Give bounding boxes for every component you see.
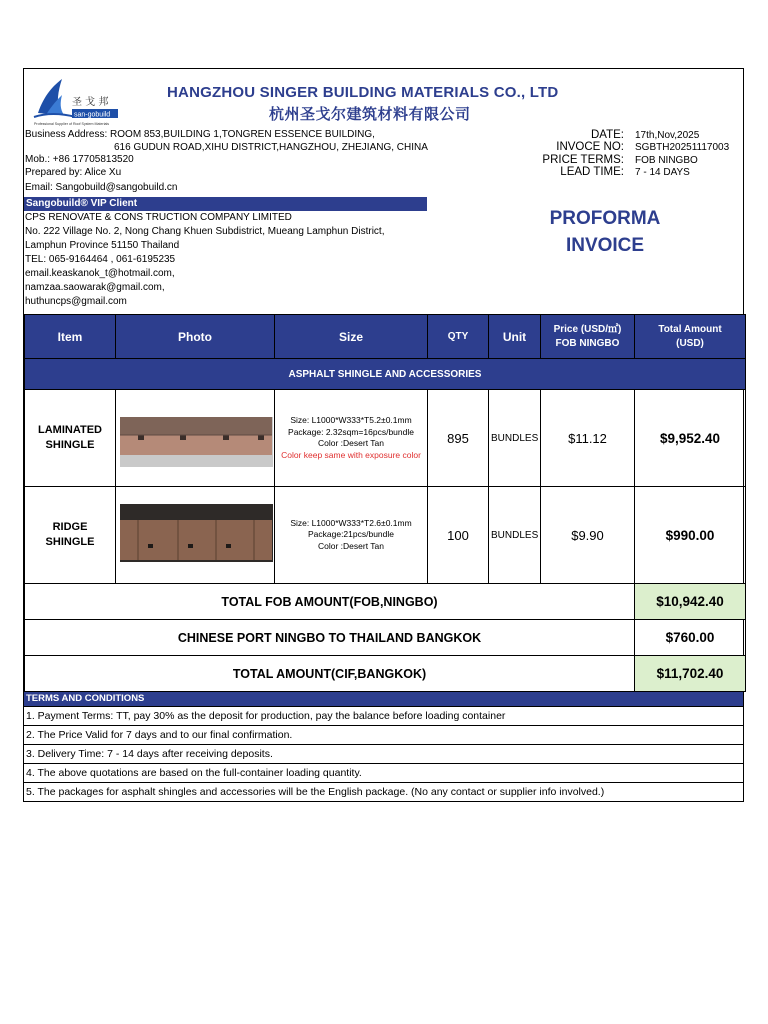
total-fob-row [25, 584, 746, 620]
term-item: 3. Delivery Time: 7 - 14 days after receiving deposits. [24, 744, 743, 763]
company-logo [32, 75, 122, 127]
price-terms-value: FOB NINGBO [635, 155, 698, 166]
total-fob-value: $10,942.40 [635, 584, 746, 620]
header-price-line2: FOB NINGBO [555, 337, 620, 349]
section-row [25, 359, 746, 390]
product-color-note: Color keep same with exposure color [281, 449, 421, 460]
product-size-line3: Color :Desert Tan [318, 438, 384, 448]
client-name: CPS RENOVATE & CONS TRUCTION COMPANY LIMITED [25, 212, 292, 223]
total-cif-row [25, 656, 746, 692]
invoice-header [24, 69, 743, 314]
freight-label: CHINESE PORT NINGBO TO THAILAND BANGKOK [25, 620, 635, 656]
lead-time-label: LEAD TIME: [560, 166, 624, 178]
lead-time-value: 7 - 14 DAYS [635, 167, 690, 178]
vip-client-banner: Sangobuild® VIP Client [24, 197, 427, 211]
section-title: ASPHALT SHINGLE AND ACCESSORIES [25, 359, 746, 390]
product-size-line1: Size: L1000*W333*T5.2±0.1mm [290, 415, 412, 425]
total-cif-label: TOTAL AMOUNT(CIF,BANGKOK) [25, 656, 635, 692]
product-price: $11.12 [541, 390, 635, 487]
svg-text:san-gobuild: san-gobuild [74, 111, 111, 119]
client-email-1: email.keaskanok_t@hotmail.com, [25, 268, 175, 279]
table-row [25, 487, 746, 584]
company-name-en: HANGZHOU SINGER BUILDING MATERIALS CO., LTD [167, 84, 559, 101]
product-name-line1: RIDGE [52, 521, 88, 533]
product-photo [116, 487, 275, 584]
document-title-line1: PROFORMA [549, 208, 661, 229]
product-size-line2: Package: 2.32sqm=16pcs/bundle [288, 426, 414, 437]
header-total-line2: (USD) [676, 337, 704, 349]
total-fob-label: TOTAL FOB AMOUNT(FOB,NINGBO) [25, 584, 635, 620]
product-name-line2: SHINGLE [45, 439, 95, 451]
seller-mobile: Mob.: +86 17705813520 [25, 154, 134, 165]
client-phone: TEL: 065-9164464 , 061-6195235 [25, 254, 176, 265]
freight-row [25, 620, 746, 656]
product-unit: BUNDLES [489, 487, 541, 584]
header-unit: Unit [489, 315, 541, 359]
product-name-line1: LAMINATED [38, 424, 102, 436]
product-name [25, 390, 116, 487]
product-qty: 100 [428, 487, 489, 584]
terms-heading: TERMS AND CONDITIONS [24, 692, 743, 706]
product-amount: $9,952.40 [635, 390, 746, 487]
document-title-line2: INVOICE [565, 235, 645, 256]
seller-address-line2: 616 GUDUN ROAD,XIHU DISTRICT,HANGZHOU, ZHEJIANG, CHINA [114, 142, 428, 153]
date-value: 17th,Nov,2025 [635, 130, 700, 141]
laminated-shingle-image [118, 405, 273, 467]
header-price-line1: Price (USD/㎡) [553, 323, 622, 335]
term-item: 2. The Price Valid for 7 days and to our final confirmation. [24, 725, 743, 744]
invoice-sheet [23, 68, 744, 802]
price-terms-label: PRICE TERMS: [542, 154, 624, 166]
total-cif-value: $11,702.40 [635, 656, 746, 692]
header-photo: Photo [116, 315, 275, 359]
client-address-line1: No. 222 Village No. 2, Nong Chang Khuen Subdistrict, Mueang Lamphun District, [25, 226, 385, 237]
product-size-line2: Package:21pcs/bundle [307, 529, 394, 540]
invoice-no-value: SGBTH20251117003 [635, 142, 730, 153]
svg-text:Professional Supplier of Roof: Professional Supplier of Roof System Materials [34, 122, 110, 126]
table-row [25, 390, 746, 487]
document-title [530, 205, 680, 259]
product-amount: $990.00 [635, 487, 746, 584]
term-item: 4. The above quotations are based on the full-container loading quantity. [24, 763, 743, 782]
invoice-no-label: INVOCE NO: [556, 141, 624, 153]
product-size-line3: Color :Desert Tan [318, 540, 384, 551]
header-item: Item [25, 315, 116, 359]
product-name-line2: SHINGLE [45, 536, 95, 548]
header-total [635, 315, 746, 359]
product-size [275, 390, 428, 487]
client-address-line2: Lamphun Province 51150 Thailand [25, 240, 180, 251]
table-header-row [25, 315, 746, 359]
svg-text:圣 戈 邦: 圣 戈 邦 [72, 97, 109, 108]
date-label: DATE: [590, 129, 624, 141]
company-name-cn: 杭州圣戈尔建筑材料有限公司 [269, 106, 471, 123]
seller-email: Email: Sangobuild@sangobuild.cn [25, 182, 178, 193]
product-unit: BUNDLES [489, 390, 541, 487]
product-name [25, 487, 116, 584]
term-item: 1. Payment Terms: TT, pay 30% as the deposit for production, pay the balance before loading container [24, 706, 743, 725]
header-qty: QTY [428, 315, 489, 359]
product-size [275, 487, 428, 584]
term-item: 5. The packages for asphalt shingles and accessories will be the English package. (No any contact or supplier info involved.) [24, 782, 743, 801]
product-size-line1: Size: L1000*W333*T2.6±0.1mm [290, 517, 412, 528]
product-photo [116, 390, 275, 487]
header-price [541, 315, 635, 359]
client-email-3: huthuncps@gmail.com [25, 296, 127, 307]
header-size: Size [275, 315, 428, 359]
items-table [24, 314, 746, 692]
ridge-shingle-image [118, 502, 273, 564]
freight-value: $760.00 [635, 620, 746, 656]
product-price: $9.90 [541, 487, 635, 584]
header-total-line1: Total Amount [658, 323, 722, 335]
client-email-2: namzaa.saowarak@gmail.com, [25, 282, 165, 293]
product-qty: 895 [428, 390, 489, 487]
seller-address-line1: Business Address: ROOM 853,BUILDING 1,TONGREN ESSENCE BUILDING, [25, 129, 375, 140]
seller-prepared-by: Prepared by: Alice Xu [25, 167, 122, 178]
